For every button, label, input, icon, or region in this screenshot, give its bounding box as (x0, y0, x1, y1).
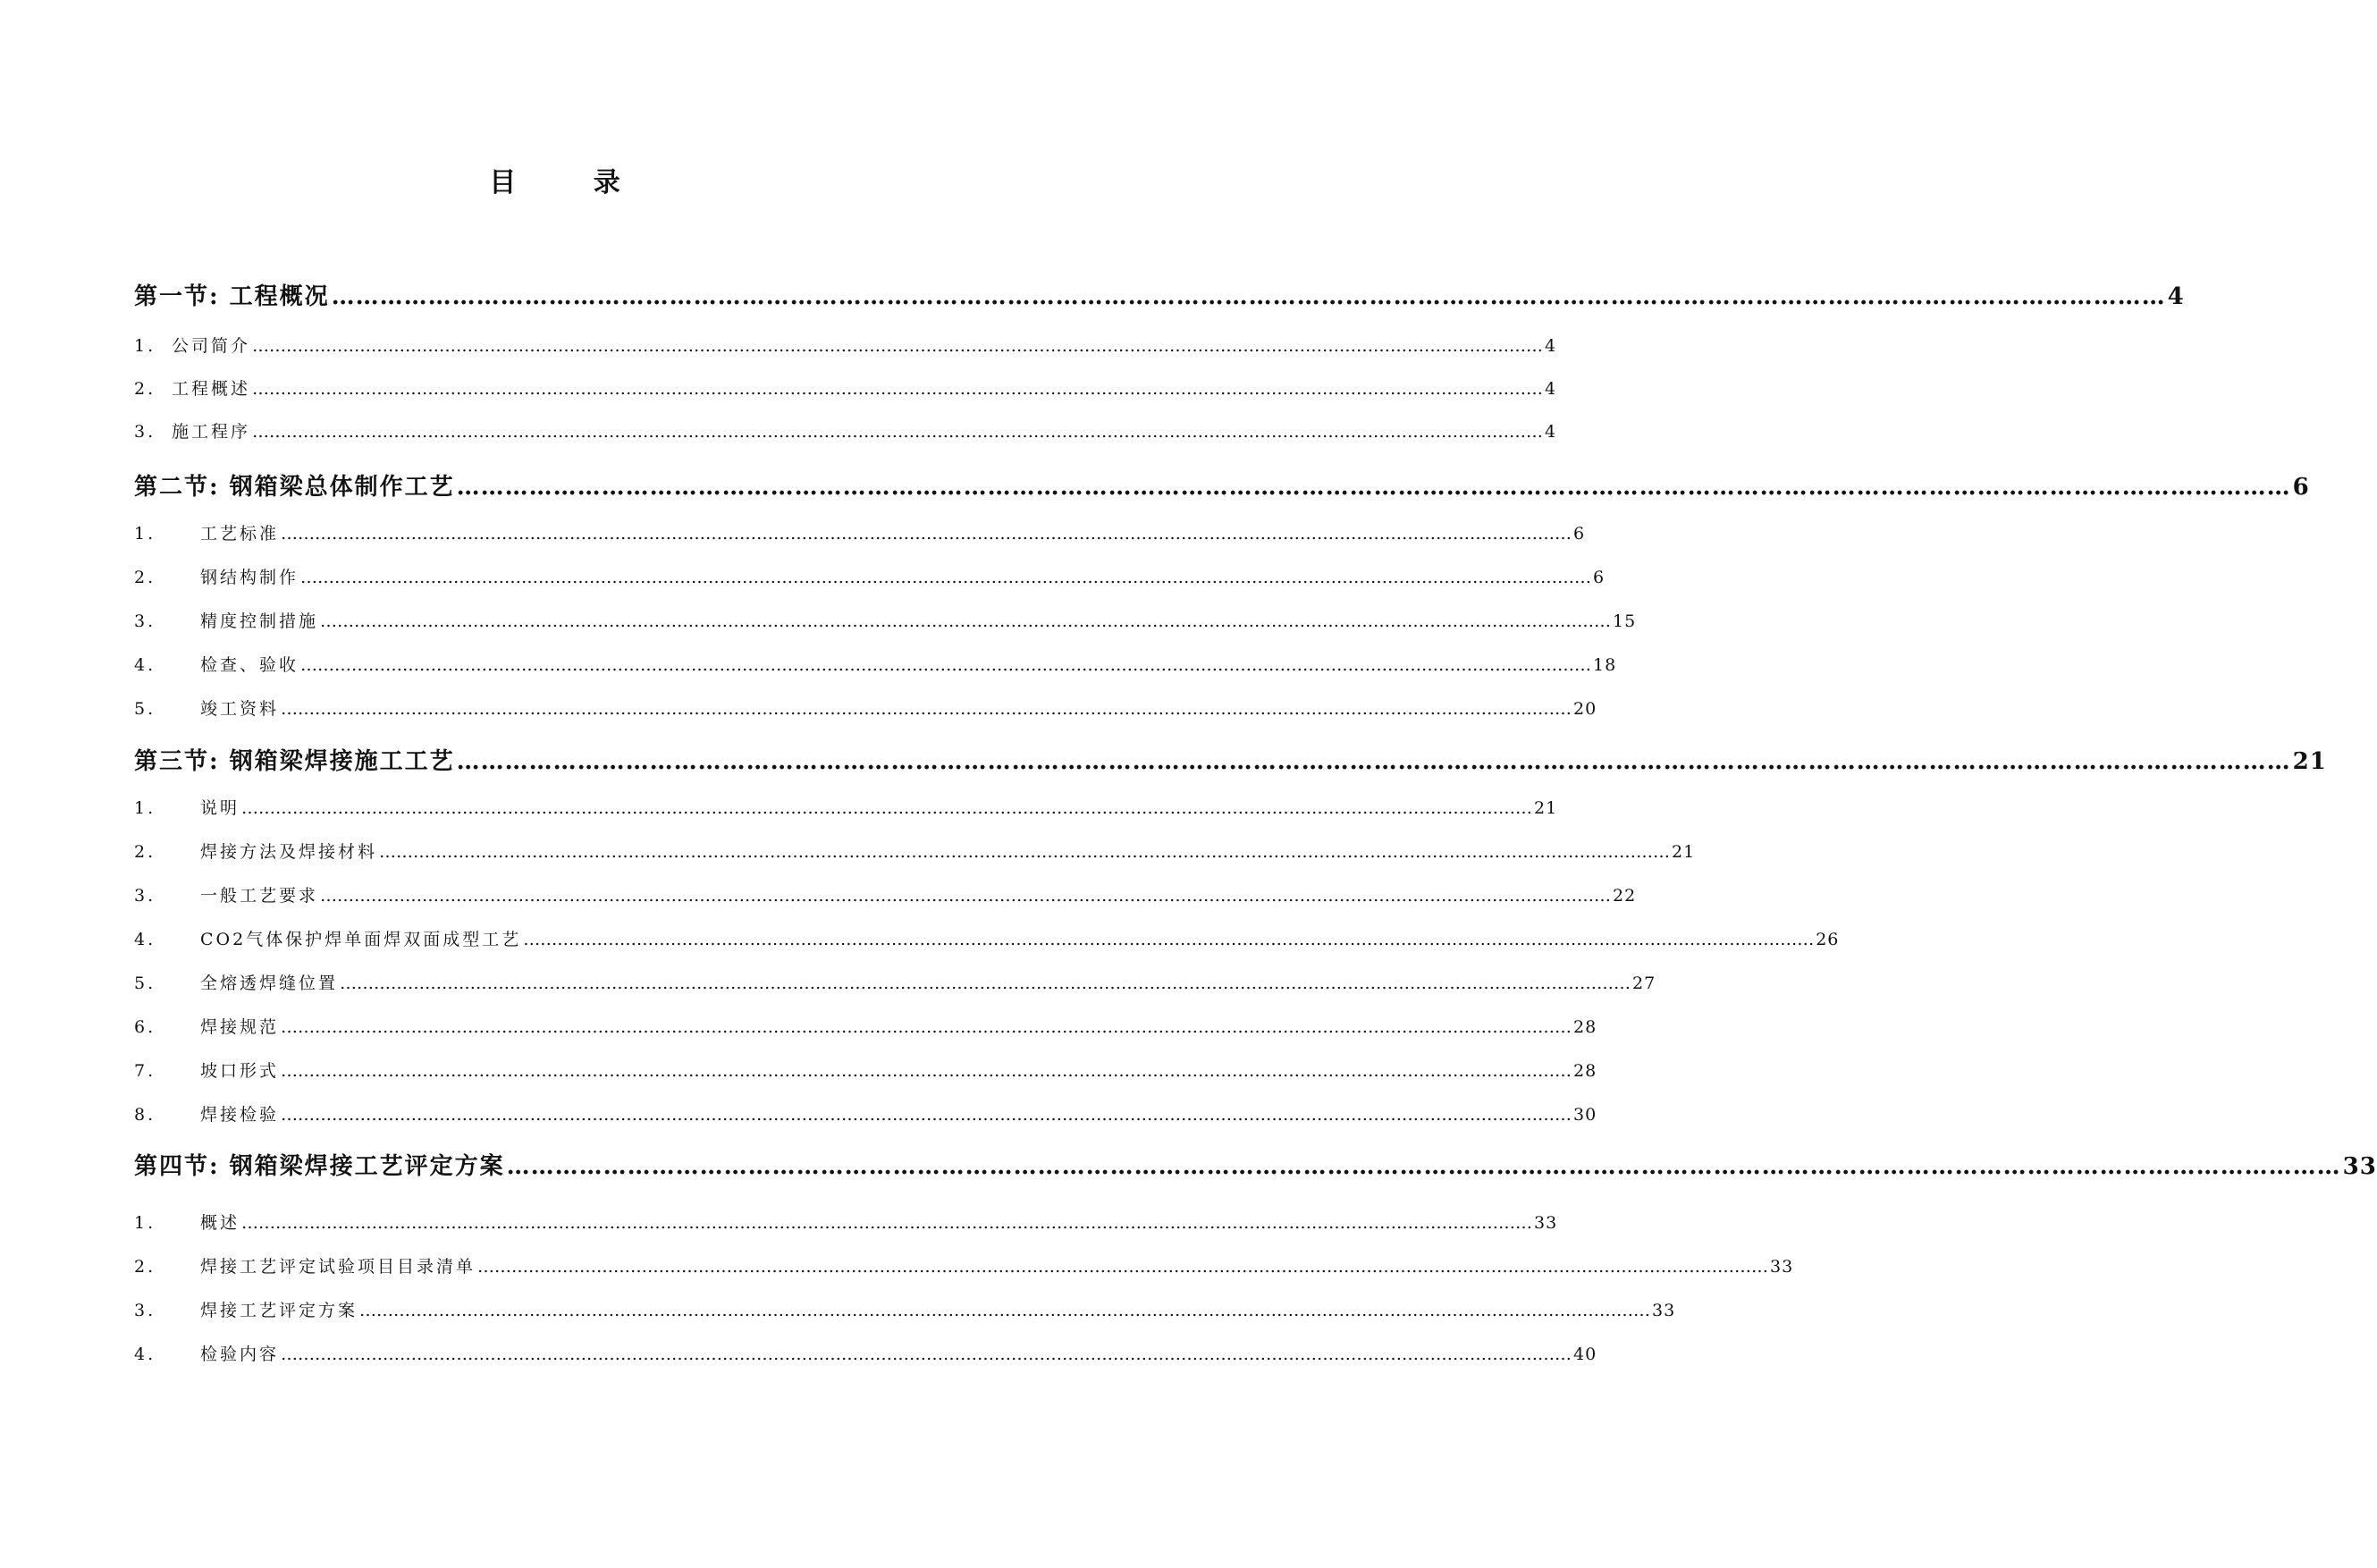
toc-item-number: 1. (134, 524, 156, 544)
toc-item-title: 坡口形式 (200, 1061, 280, 1081)
toc-item-title: 概述 (200, 1213, 240, 1233)
toc-page-number: 22 (1613, 886, 1637, 906)
toc-item[interactable] (134, 608, 1637, 635)
toc-item-title: CO2气体保护焊单面焊双面成型工艺 (200, 930, 522, 949)
toc-item-number: 3. (134, 886, 156, 906)
toc-item-title: 检验内容 (200, 1345, 280, 1364)
toc-page-number: 27 (1632, 974, 1656, 993)
toc-section-title: 第四节: 钢箱梁焊接工艺评定方案 (134, 1153, 505, 1180)
toc-leader: ………………………………………………………………………………………………………………………………………………………………………………………………………… (359, 1301, 1651, 1320)
toc-item-number: 4. (134, 655, 156, 675)
toc-item[interactable] (134, 1014, 1597, 1041)
toc-leader: ………………………………………………………………………………………………………………………………………………………………………………………………………… (320, 611, 1612, 631)
toc-leader: ………………………………………………………………………………………………………………………………………………………………………………………………………… (300, 655, 1592, 675)
toc-page-number: 21 (1672, 842, 1696, 862)
toc-page-number: 15 (1613, 611, 1637, 631)
toc-item-title: 钢结构制作 (200, 568, 299, 587)
toc-leader: ………………………………………………………………………………………………………………………………………………………………………………………………………… (281, 524, 1572, 544)
toc-item-number: 2. (134, 379, 156, 399)
toc-item-number: 5. (134, 699, 156, 719)
toc-item[interactable] (134, 564, 1606, 591)
toc-item[interactable] (134, 795, 1558, 822)
toc-leader: ………………………………………………………………………………………………………………………………………………………………………………………………………… (379, 842, 1671, 862)
toc-item-title: 焊接检验 (200, 1105, 280, 1125)
toc-leader: ………………………………………………………………………………………………………………………………………………………………………………………………………… (241, 1213, 1533, 1233)
toc-item-title: 精度控制措施 (200, 611, 319, 631)
toc-leader: ………………………………………………………………………………………………………………………………………………………………………………………………………… (477, 1257, 1769, 1277)
toc-page-number: 33 (1534, 1213, 1558, 1233)
toc-page-number: 18 (1593, 655, 1617, 675)
toc-item[interactable] (134, 695, 1597, 722)
toc-page-number: 26 (1816, 930, 1840, 949)
toc-page-number: 4 (1545, 379, 1557, 399)
toc-leader: ………………………………………………………………………………………………………………………………………………………………………………………………………… (281, 1105, 1572, 1125)
toc-page-number: 6 (1593, 568, 1606, 587)
toc-section-title: 第二节: 钢箱梁总体制作工艺 (134, 474, 455, 501)
toc-item-title: 焊接工艺评定方案 (200, 1301, 358, 1320)
toc-item[interactable] (134, 882, 1637, 909)
toc-page-number: 28 (1573, 1061, 1597, 1081)
toc-section-title: 第一节: 工程概况 (134, 283, 330, 310)
toc-item-number: 2. (134, 568, 156, 587)
toc-item-number: 2. (134, 842, 156, 862)
toc-item-title: 一般工艺要求 (200, 886, 319, 906)
toc-item-title: 焊接工艺评定试验项目目录清单 (200, 1257, 476, 1277)
toc-item-title: 检查、验收 (200, 655, 299, 675)
page-title: 目 录 (489, 167, 654, 198)
toc-item-title: 工程概述 (172, 379, 251, 399)
toc-item[interactable] (134, 520, 1586, 547)
toc-item[interactable] (134, 418, 1557, 445)
toc-leader: ………………………………………………………………………………………………………………………………………………………………………………………………………… (456, 748, 2291, 775)
toc-page-number: 20 (1573, 699, 1597, 719)
toc-leader: ………………………………………………………………………………………………………………………………………………………………………………………………………… (252, 422, 1544, 442)
toc-page-number: 4 (1545, 336, 1557, 356)
toc-item-number: 4. (134, 1345, 156, 1364)
toc-leader: ………………………………………………………………………………………………………………………………………………………………………………………………………… (281, 699, 1572, 719)
toc-item-title: 焊接方法及焊接材料 (200, 842, 378, 862)
toc-page-number: 30 (1573, 1105, 1597, 1125)
toc-item-number: 3. (134, 611, 156, 631)
toc-leader: ………………………………………………………………………………………………………………………………………………………………………………………………………… (300, 568, 1592, 587)
toc-item-title: 工艺标准 (200, 524, 280, 544)
toc-leader: ………………………………………………………………………………………………………………………………………………………………………………………………………… (506, 1153, 2341, 1180)
toc-page-number: 4 (2167, 283, 2185, 310)
toc-item[interactable] (134, 1341, 1597, 1368)
toc-item[interactable] (134, 1253, 1794, 1280)
toc-item-number: 4. (134, 930, 156, 949)
toc-section-title: 第三节: 钢箱梁焊接施工工艺 (134, 748, 455, 775)
toc-item-title: 焊接规范 (200, 1017, 280, 1037)
toc-section-2[interactable] (134, 469, 2310, 505)
toc-section-3[interactable] (134, 744, 2327, 780)
toc-item[interactable] (134, 1210, 1558, 1236)
toc-item-number: 5. (134, 974, 156, 993)
toc-page-number: 28 (1573, 1017, 1597, 1037)
toc-item-title: 公司简介 (172, 336, 251, 356)
toc-page-number: 40 (1573, 1345, 1597, 1364)
toc-leader: ………………………………………………………………………………………………………………………………………………………………………………………………………… (241, 798, 1533, 818)
toc-item-number: 3. (134, 1301, 156, 1320)
toc-item[interactable] (134, 333, 1557, 359)
toc-page-number: 6 (2292, 474, 2310, 501)
toc-item-number: 1. (134, 798, 156, 818)
toc-section-1[interactable] (134, 279, 2185, 315)
toc-item-number: 2. (134, 1257, 156, 1277)
toc-page-number: 6 (1573, 524, 1586, 544)
toc-item[interactable] (134, 970, 1656, 997)
toc-item[interactable] (134, 375, 1557, 402)
toc-item-number: 7. (134, 1061, 156, 1081)
toc-item-title: 竣工资料 (200, 699, 280, 719)
toc-leader: ………………………………………………………………………………………………………………………………………………………………………………………………………… (340, 974, 1631, 993)
toc-leader: ………………………………………………………………………………………………………………………………………………………………………………………………………… (281, 1061, 1572, 1081)
toc-leader: ………………………………………………………………………………………………………………………………………………………………………………………………………… (252, 379, 1544, 399)
toc-leader: ………………………………………………………………………………………………………………………………………………………………………………………………………… (523, 930, 1815, 949)
toc-leader: ………………………………………………………………………………………………………………………………………………………………………………………………………… (331, 283, 2166, 310)
toc-item-number: 6. (134, 1017, 156, 1037)
toc-page-number: 33 (1770, 1257, 1794, 1277)
toc-item[interactable] (134, 839, 1696, 865)
toc-section-4[interactable] (134, 1149, 2377, 1184)
toc-leader: ………………………………………………………………………………………………………………………………………………………………………………………………………… (281, 1345, 1572, 1364)
toc-page-number: 21 (1534, 798, 1558, 818)
toc-page-number: 21 (2292, 748, 2327, 775)
toc-item[interactable] (134, 926, 1840, 953)
toc-page-number: 33 (2342, 1153, 2377, 1180)
toc-item-title: 施工程序 (172, 422, 251, 442)
toc-item[interactable] (134, 1297, 1676, 1324)
toc-page-number: 33 (1652, 1301, 1676, 1320)
toc-leader: ………………………………………………………………………………………………………………………………………………………………………………………………………… (320, 886, 1612, 906)
toc-item-number: 3. (134, 422, 156, 442)
toc-leader: ………………………………………………………………………………………………………………………………………………………………………………………………………… (281, 1017, 1572, 1037)
toc-item-number: 1. (134, 1213, 156, 1233)
toc-leader: ………………………………………………………………………………………………………………………………………………………………………………………………………… (456, 474, 2291, 501)
toc-item-title: 说明 (200, 798, 240, 818)
toc-leader: ………………………………………………………………………………………………………………………………………………………………………………………………………… (252, 336, 1544, 356)
toc-item[interactable] (134, 1058, 1597, 1084)
toc-item[interactable] (134, 652, 1617, 679)
toc-item[interactable] (134, 1101, 1597, 1128)
toc-page-number: 4 (1545, 422, 1557, 442)
toc-item-title: 全熔透焊缝位置 (200, 974, 339, 993)
toc-item-number: 1. (134, 336, 156, 356)
toc-item-number: 8. (134, 1105, 156, 1125)
